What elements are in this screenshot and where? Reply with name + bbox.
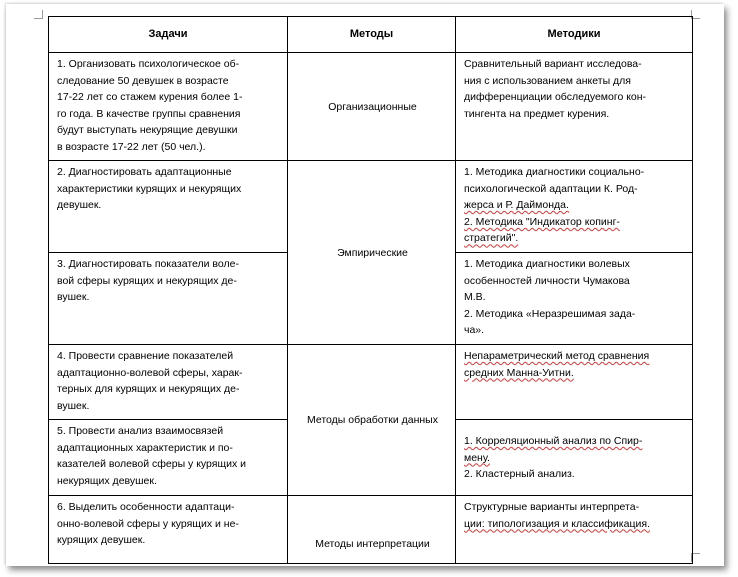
- technique-line: 1. Методика диагностики социально-: [464, 166, 645, 178]
- task-line: курящих девушек.: [57, 534, 146, 547]
- task-line: вушек.: [57, 399, 90, 412]
- technique-line: мену.: [464, 451, 490, 464]
- task-cell: [49, 161, 288, 253]
- technique-line: 2. Кластерный анализ.: [464, 468, 575, 481]
- task-line: 4. Провести сравнение показателей: [57, 350, 234, 362]
- table-row: [49, 345, 693, 420]
- task-line: будут выступать некурящие девушки: [57, 124, 238, 137]
- task-line: 2. Диагностировать адаптационные: [57, 166, 232, 178]
- methods-table: [48, 16, 693, 564]
- method-cell: Организационные: [288, 53, 456, 161]
- task-cell: [49, 53, 288, 161]
- task-line: го года. В качестве группы сравнения: [57, 107, 241, 120]
- method-cell: Методы обработки данных: [288, 345, 456, 496]
- technique-line: особенностей личности Чумакова: [464, 274, 630, 287]
- technique-cell: [456, 496, 693, 564]
- task-line: 1. Организовать психологическое об-: [57, 58, 240, 70]
- task-line: адаптационно-волевой сферы, харак-: [57, 366, 243, 379]
- task-line: казателей волевой сферы у курящих и: [57, 458, 247, 471]
- task-line: в возрасте 17-22 лет (50 чел.).: [57, 140, 206, 153]
- technique-line: средних Манна-Уитни.: [464, 366, 574, 379]
- task-line: вой сферы курящих и некурящих де-: [57, 274, 237, 287]
- task-line: 17-22 лет со стажем курения более 1-: [57, 91, 243, 104]
- technique-line: ния с использованием анкеты для: [464, 74, 631, 87]
- task-line: характеристики курящих и некурящих: [57, 182, 242, 195]
- task-line: следование 50 девушек в возрасте: [57, 74, 229, 87]
- technique-line: психологической адаптации К. Род-: [464, 182, 638, 195]
- technique-line: М.В.: [464, 291, 486, 304]
- task-line: онно-волевой сферы у курящих и не-: [57, 517, 239, 530]
- table-header-row: [49, 17, 693, 53]
- technique-cell: [456, 420, 693, 496]
- task-line: терных для курящих и некурящих де-: [57, 383, 240, 396]
- page-corner-mark: [34, 10, 43, 19]
- table-row: [49, 496, 693, 564]
- technique-line: дифференциации обследуемого кон-: [464, 91, 647, 104]
- technique-cell: [456, 345, 693, 420]
- technique-line: Непараметрический метод сравнения: [464, 350, 650, 362]
- header-techniques: Методики: [456, 17, 693, 53]
- task-cell: [49, 253, 288, 345]
- task-line: 5. Провести анализ взаимосвязей: [57, 425, 224, 437]
- technique-line: Структурные варианты интерпрета-: [464, 501, 640, 513]
- header-methods: Методы: [288, 17, 456, 53]
- technique-cell: [456, 253, 693, 345]
- header-tasks: Задачи: [49, 17, 288, 53]
- table-row: [49, 53, 693, 161]
- task-line: девушек.: [57, 199, 102, 212]
- technique-line: тингента на предмет курения.: [464, 107, 610, 120]
- document-page: [6, 4, 724, 566]
- technique-line: жерса и Р. Даймонда.: [464, 199, 569, 212]
- technique-line: стратегий".: [464, 232, 519, 245]
- technique-line: ции: типологизация и классификация.: [464, 517, 650, 530]
- technique-cell: [456, 53, 693, 161]
- task-line: адаптационных характеристик и по-: [57, 441, 233, 454]
- task-line: 3. Диагностировать показатели воле-: [57, 258, 239, 270]
- technique-line: ча».: [464, 324, 485, 337]
- task-cell: [49, 420, 288, 496]
- technique-line: Сравнительный вариант исследова-: [464, 58, 642, 70]
- technique-line: 2. Методика "Индикатор копинг-: [464, 215, 620, 228]
- technique-line: 1. Методика диагностики волевых: [464, 258, 630, 270]
- task-line: вушек.: [57, 291, 90, 304]
- method-cell: Методы интерпретации: [288, 496, 456, 564]
- technique-line: 2. Методика «Неразрешимая зада-: [464, 307, 636, 320]
- task-line: некурящих девушек.: [57, 474, 157, 487]
- task-cell: [49, 345, 288, 420]
- technique-line: 1. Корреляционный анализ по Спир-: [464, 435, 643, 448]
- task-line: 6. Выделить особенности адаптаци-: [57, 501, 235, 513]
- task-cell: [49, 496, 288, 564]
- technique-cell: [456, 161, 693, 253]
- table-row: [49, 161, 693, 253]
- method-cell: Эмпирические: [288, 161, 456, 345]
